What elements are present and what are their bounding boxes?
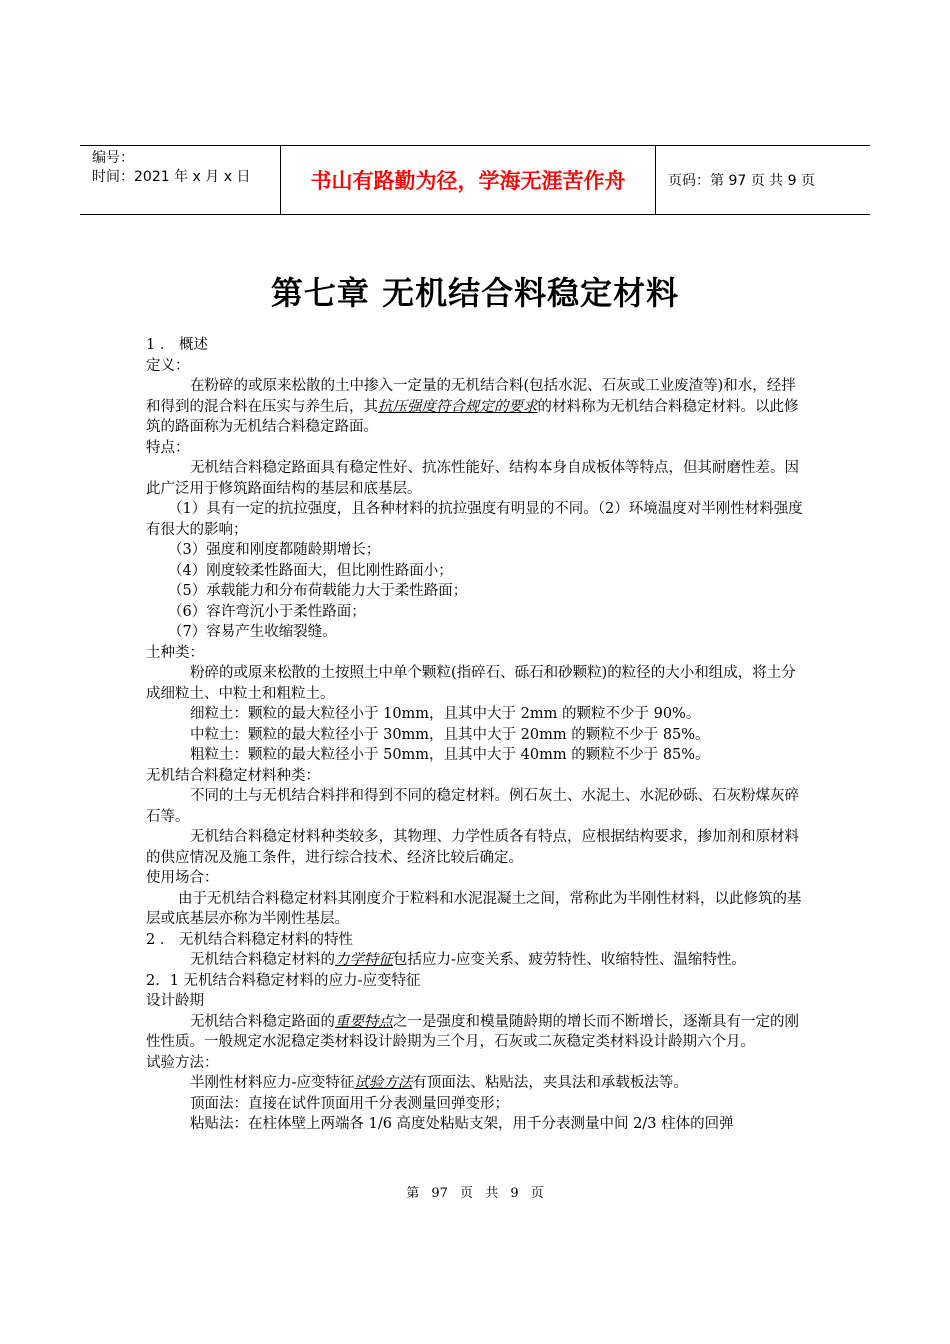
header-meta [80, 146, 280, 214]
label: 土种类： [146, 644, 204, 661]
paragraph [146, 1012, 808, 1053]
footer-di: 第 [406, 1186, 420, 1201]
chapter-title: 第七章 无机结合料稳定材料 [270, 274, 680, 312]
page-footer [0, 1182, 950, 1201]
text: 有顶面法、粘贴法，夹具法和承载板法等。 [412, 1075, 688, 1091]
document-body [146, 335, 808, 1135]
footer-ye: 页 [460, 1186, 474, 1201]
section-heading: 2 ． 无机结合料稳定材料的特性 [146, 931, 353, 948]
label: 使用场合： [146, 870, 219, 886]
list-item: （5）承载能力和分布荷载能力大于柔性路面； [168, 583, 468, 599]
list-item: 细粒土：颗粒的最大粒径小于 10mm，且其中大于 2mm 的颗粒不少于 90%。 [190, 706, 701, 722]
emphasis: 试验方法 [354, 1075, 413, 1091]
text: 无机结合料稳定材料的 [190, 952, 335, 968]
emphasis: 重要特点 [335, 1013, 393, 1030]
label: 设计龄期 [146, 993, 204, 1009]
list-item: （4）刚度较柔性路面大，但比刚性路面小； [168, 562, 453, 579]
paragraph [146, 950, 808, 971]
footer-total-pages: 9 [510, 1186, 519, 1201]
text: 在粉碎的或原来松散的土中掺入一定量的无机结合料(包括水泥、石灰或工业废渣等)和水，经拌和得到的混合料在压实与养生后，其 [146, 378, 796, 415]
footer-ye2: 页 [530, 1186, 544, 1201]
list-item: 粘贴法：在柱体壁上两端各 1/6 高度处粘贴支架，用千分表测量中间 2/3 柱体的回弹 [190, 1116, 734, 1132]
subsection-heading: 2．1 无机结合料稳定材料的应力-应变特征 [146, 972, 421, 989]
emphasis: 抗压强度符合规定的要求 [378, 398, 538, 415]
paragraph: 无机结合料稳定材料种类较多，其物理、力学性质各有特点，应根据结构要求，掺加剂和原材料的供应情况及施工条件，进行综合技术、经济比较后确定。 [146, 829, 799, 866]
list-item: （6）容许弯沉小于柔性路面； [168, 603, 366, 620]
text: 的材料称为无机结合料稳定材料。以此修筑的路面称为无机结合料稳定路面。 [146, 398, 799, 435]
list-item: 顶面法：直接在试件顶面用千分表测量回弹变形； [190, 1095, 509, 1112]
paragraph [146, 1073, 808, 1094]
time-label: 时间：2021 年 x 月 x 日 [92, 169, 251, 185]
text: 半刚性材料应力-应变特征 [190, 1075, 355, 1091]
list-item: 中粒土：颗粒的最大粒径小于 30mm，且其中大于 20mm 的颗粒不少于 85%。 [190, 726, 710, 743]
section-heading: 1 ． 概述 [146, 337, 208, 353]
header-motto: 书山有路勤为径，学海无涯苦作舟 [280, 146, 656, 214]
label: 试验方法： [146, 1054, 219, 1071]
emphasis: 力学特征 [335, 952, 393, 968]
number-label: 编号： [92, 150, 134, 166]
footer-gong: 共 [485, 1186, 499, 1201]
paragraph: 不同的土与无机结合料拌和得到不同的稳定材料。例石灰土、水泥土、水泥砂砾、石灰粉煤灰碎石等。 [146, 788, 799, 825]
text: 无机结合料稳定路面的 [190, 1013, 335, 1030]
page-header [80, 145, 870, 215]
paragraph: 无机结合料稳定路面具有稳定性好、抗冻性能好、结构本身自成板体等特点，但其耐磨性差。因此广泛用于修筑路面结构的基层和底基层。 [146, 460, 799, 497]
paragraph [146, 376, 808, 438]
text: （1）具有一定的抗拉强度，且各种材料的抗拉强度有明显的不同。（2）环境温度对半刚性材料强度有很大的影响； [146, 501, 803, 538]
label: 无机结合料稳定材料种类： [146, 767, 320, 784]
paragraph: 由于无机结合料稳定材料其刚度介于粒料和水泥混凝土之间，常称此为半刚性材料，以此修筑的基层或底基层亦称为半刚性基层。 [146, 890, 802, 927]
text: 之一是强度和模量随龄期的增长而不断增长，逐渐具有一定的刚性性质。一般规定水泥稳定类材料设计龄期为三个月，石灰或二灰稳定类材料设计龄期六个月。 [146, 1013, 799, 1050]
label: 定义： [146, 357, 190, 374]
text: 包括应力-应变关系、疲劳特性、收缩特性、温缩特性。 [393, 952, 746, 968]
list-item: 粗粒土：颗粒的最大粒径小于 50mm，且其中大于 40mm 的颗粒不少于 85%。 [190, 747, 710, 763]
header-page-label: 页码：第 97 页 共 9 页 [668, 173, 815, 189]
paragraph: 粉碎的或原来松散的土按照土中单个颗粒(指碎石、砾石和砂颗粒)的粒径的大小和组成，将土分成细粒土、中粒土和粗粒土。 [146, 665, 796, 702]
label: 特点： [146, 439, 190, 456]
list-item: （3）强度和刚度都随龄期增长； [168, 542, 381, 558]
list-item: （7）容易产生收缩裂缝。 [168, 624, 337, 640]
list-item [146, 499, 808, 540]
footer-page-number: 97 [431, 1186, 448, 1201]
